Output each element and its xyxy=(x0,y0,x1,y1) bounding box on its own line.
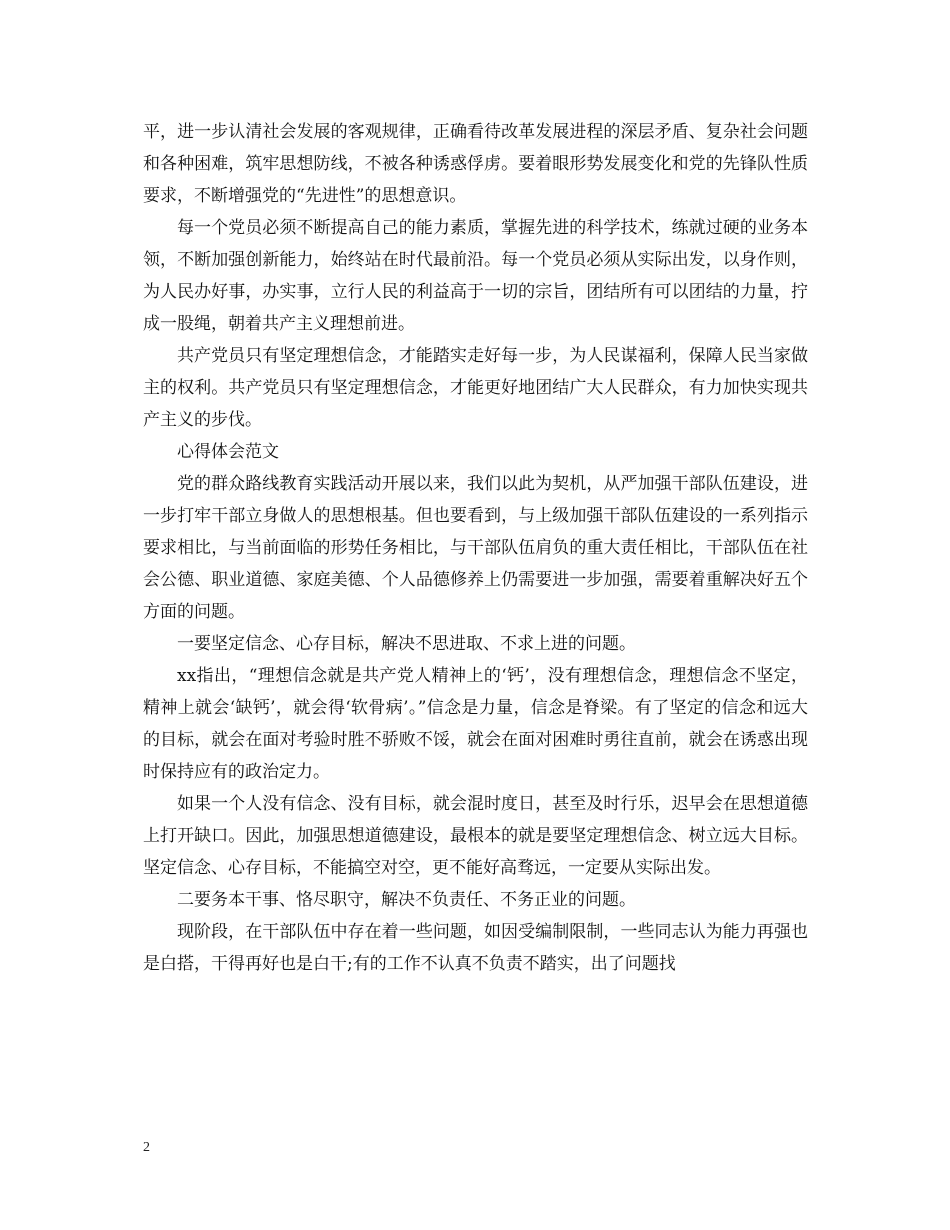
page-number: 2 xyxy=(143,1140,150,1155)
paragraph: 党的群众路线教育实践活动开展以来，我们以此为契机，从严加强干部队伍建设，进一步打牢干部立身做人的思想根基。但也要看到，与上级加强干部队伍建设的一系列指示要求相比，与当前面临的形势任务相比，与干部队伍肩负的重大责任相比，干部队伍在社会公德、职业道德、家庭美德、个人品德修养上仍需要进一步加强，需要着重解决好五个方面的问题。 xyxy=(143,474,808,622)
paragraph: 现阶段，在干部队伍中存在着一些问题，如因受编制限制，一些同志认为能力再强也是白搭，干得再好也是白干;有的工作不认真不负责不踏实，出了问题找 xyxy=(143,922,808,974)
section-heading: 心得体会范文 xyxy=(177,442,279,462)
paragraph: 平，进一步认清社会发展的客观规律，正确看待改革发展进程的深层矛盾、复杂社会问题和各种困难，筑牢思想防线，不被各种诱惑俘虏。要着眼形势发展变化和党的先锋队性质要求，不断增强党的“先进性”的思想意识。 xyxy=(143,122,808,206)
paragraph: 共产党员只有坚定理想信念，才能踏实走好每一步，为人民谋福利，保障人民当家做主的权利。共产党员只有坚定理想信念，才能更好地团结广大人民群众，有力加快实现共产主义的步伐。 xyxy=(143,346,808,430)
paragraph: 二要务本干事、恪尽职守，解决不负责任、不务正业的问题。 xyxy=(177,890,636,910)
paragraph: xx指出，“理想信念就是共产党人精神上的‘钙’，没有理想信念，理想信念不坚定，精神上就会‘缺钙’，就会得‘软骨病’。”信念是力量，信念是脊梁。有了坚定的信念和远大的目标，就会在面对考验时胜不骄败不馁，就会在面对困难时勇往直前，就会在诱惑出现时保持应有的政治定力。 xyxy=(143,666,808,782)
paragraph: 如果一个人没有信念、没有目标，就会混时度日，甚至及时行乐，迟早会在思想道德上打开缺口。因此，加强思想道德建设，最根本的就是要坚定理想信念、树立远大目标。坚定信念、心存目标，不能搞空对空，更不能好高骛远，一定要从实际出发。 xyxy=(143,794,808,878)
document-body xyxy=(143,116,808,980)
paragraph: 一要坚定信念、心存目标，解决不思进取、不求上进的问题。 xyxy=(177,634,636,654)
paragraph: 每一个党员必须不断提高自己的能力素质，掌握先进的科学技术，练就过硬的业务本领，不断加强创新能力，始终站在时代最前沿。每一个党员必须从实际出发，以身作则，为人民办好事，办实事，立行人民的利益高于一切的宗旨，团结所有可以团结的力量，拧成一股绳，朝着共产主义理想前进。 xyxy=(143,218,808,334)
